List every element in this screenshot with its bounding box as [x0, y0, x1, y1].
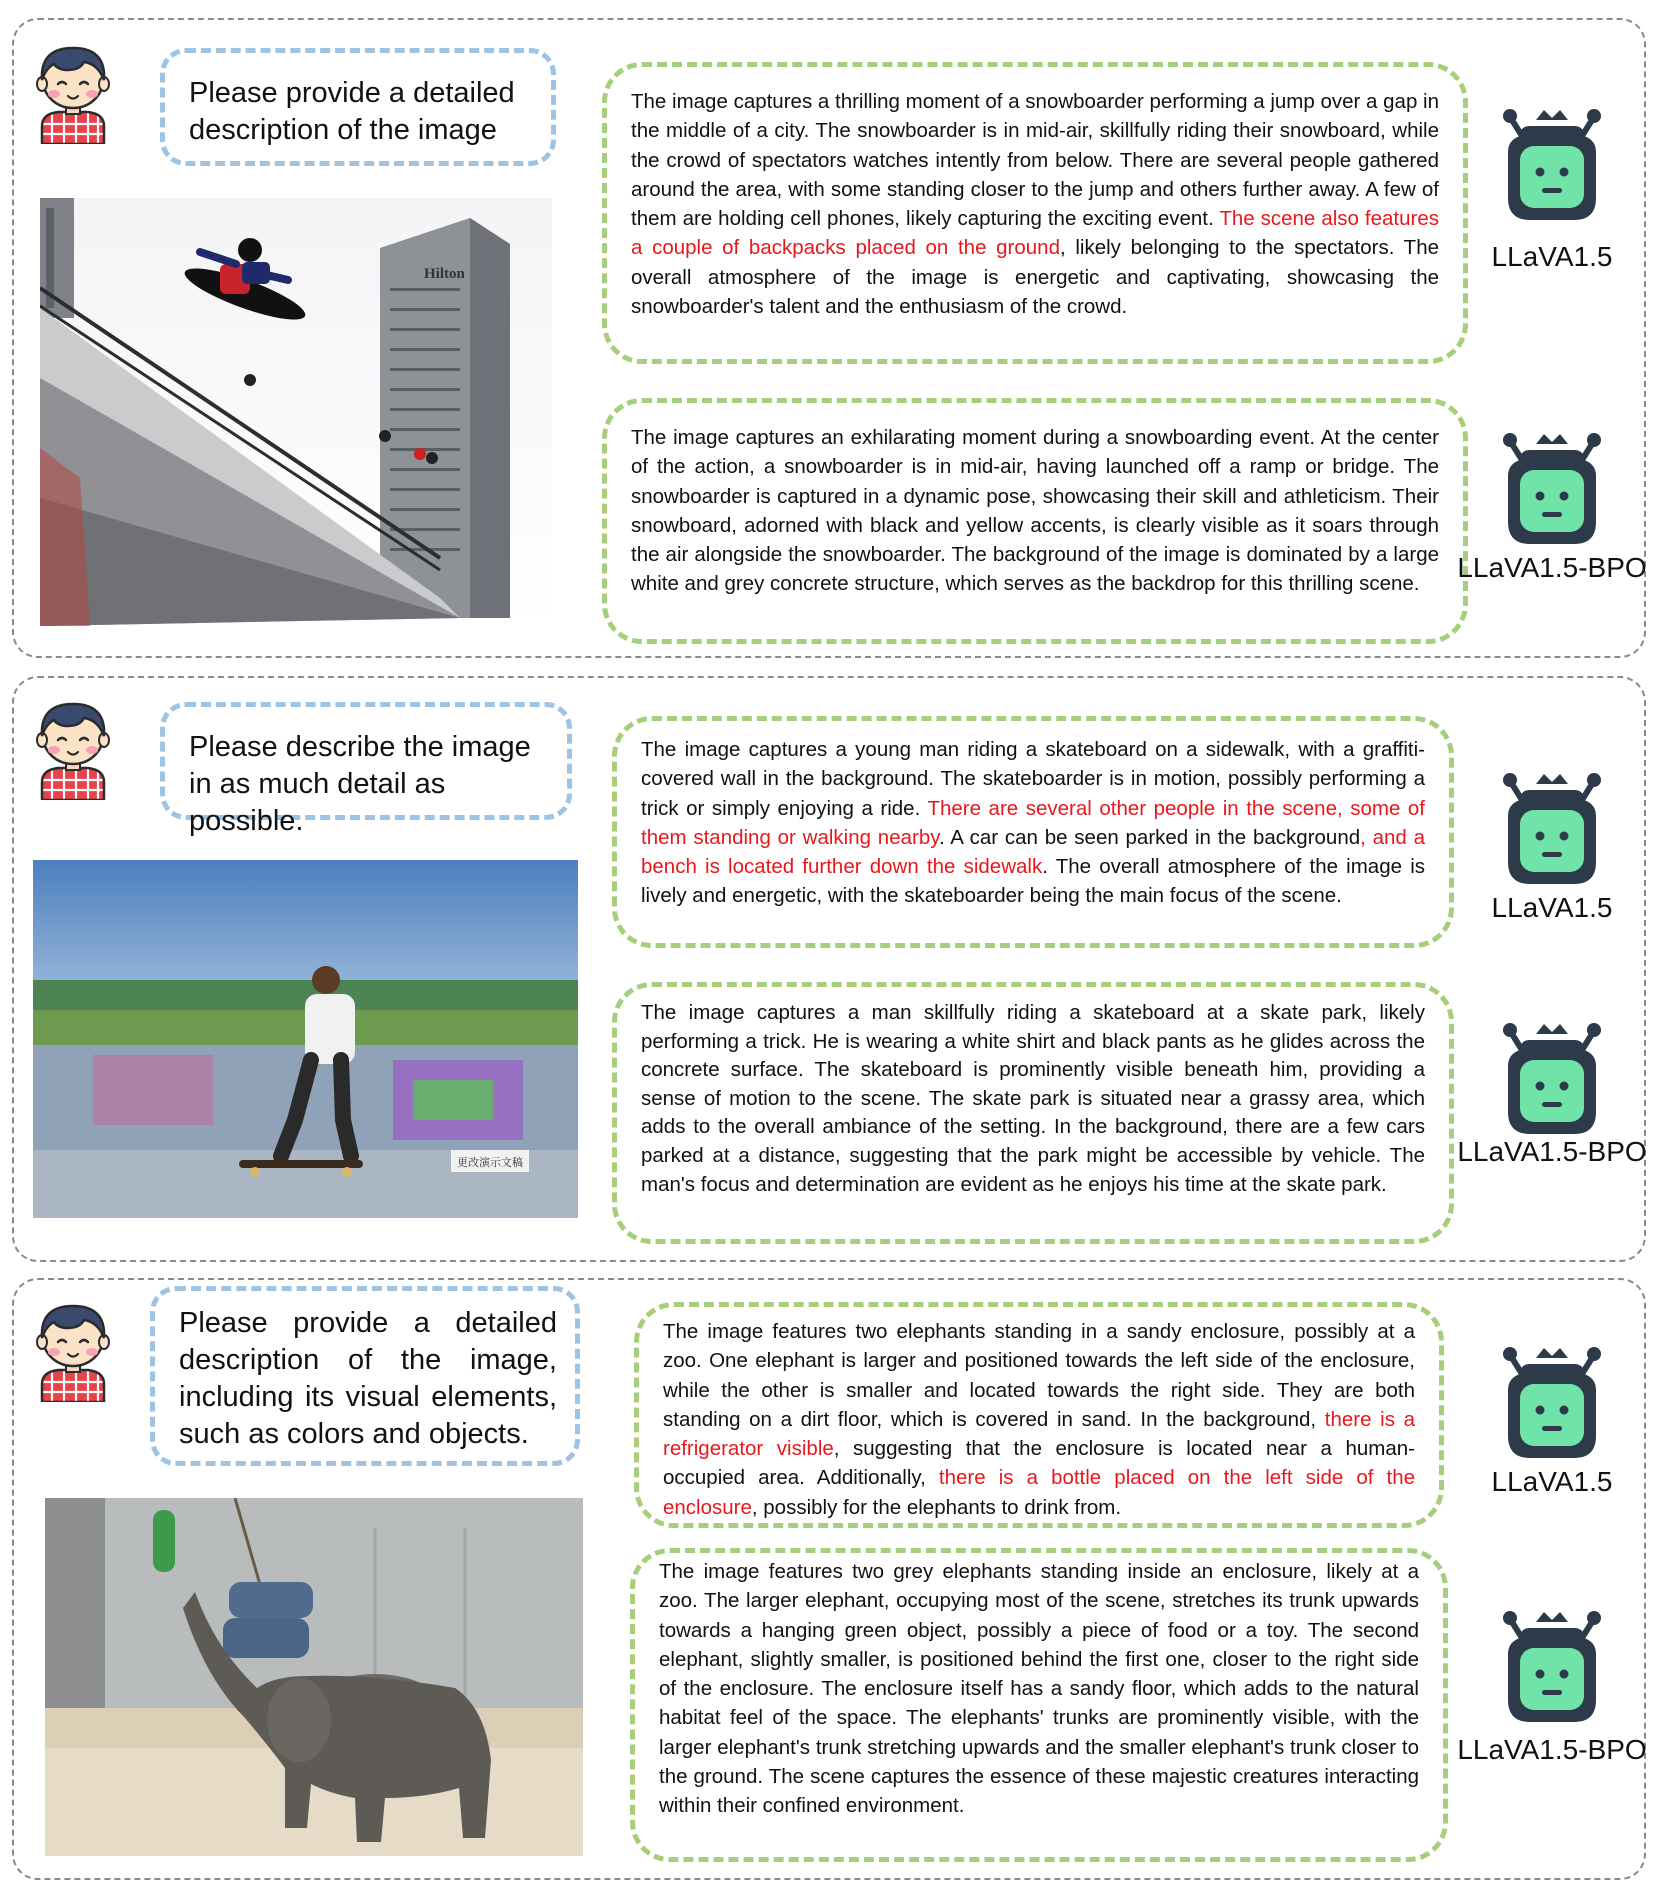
- hallucinated-segment: there is a bottle placed on the left side of the enclosure: [663, 1466, 1415, 1519]
- response-segment: The image captures a thrilling moment of a snowboarder performing a jump over a gap in the middle of a city. The snowboarder is in mid-air, skillfully riding their snowboard, while the crowd of spectators watches intently from below. There are several people gathered around the area, with some standing closer to the jump and others further away. A few of them are holding cell phones, likely capturing the exciting event.: [631, 90, 1439, 231]
- model-label: LLaVA1.5: [1491, 241, 1613, 272]
- user-avatar-icon: [28, 40, 118, 144]
- elephants-photo: [45, 1498, 583, 1856]
- robot-icon: [1498, 96, 1606, 228]
- user-prompt-bubble: [150, 1286, 580, 1466]
- response-segment: The image features two grey elephants standing inside an enclosure, likely at a zoo. The larger elephant, occupying most of the scene, stretches its trunk upwards towards a hanging green object, possibly a piece of food or a toy. The second elephant, slightly smaller, is positioned behind the first one, closer to the right side of the enclosure. The enclosure itself has a sandy floor, which adds to the natural habitat feel of the space. The elephants' trunks are prominently visible, with the larger elephant's trunk stretching upwards and the smaller elephant's trunk closer to the ground. The scene captures the essence of these majestic creatures interacting within their confined environment.: [659, 1560, 1419, 1818]
- llava15-response: [602, 62, 1468, 364]
- snowboarder-photo: [40, 198, 552, 626]
- response-segment: The image captures an exhilarating moment during a snowboarding event. At the center of the action, a snowboarder is in mid-air, having launched off a ramp or bridge. The snowboarder is captured in a dynamic pose, showcasing their skill and athleticism. Their snowboard, adorned with black and yellow accents, is clearly visible as it soars through the air alongside the snowboarder. The background of the image is dominated by a large white and grey concrete structure, which serves as the backdrop for this thrilling scene.: [631, 426, 1439, 596]
- user-prompt-bubble: [160, 702, 572, 837]
- user-prompt-bubble: [160, 48, 556, 166]
- image-watermark: 更改演示文稿: [457, 1156, 523, 1169]
- svg-text:Hilton: Hilton: [424, 266, 465, 282]
- llava15-response: [612, 716, 1454, 948]
- user-prompt-text: Please describe the image in as much detail as possible.: [189, 731, 531, 837]
- robot-icon: [1498, 1010, 1606, 1142]
- response-text: [663, 1317, 1415, 1522]
- hallucinated-segment: , and a bench is located further down the sidewalk: [641, 825, 1425, 879]
- model-label: LLaVA1.5: [1491, 1466, 1613, 1497]
- response-segment: , likely belonging to the spectators. The overall atmosphere of the image is energetic and captivating, showcasing the snowboarder's talent and the enthusiasm of the crowd.: [631, 236, 1440, 319]
- user-avatar-icon: [28, 696, 118, 800]
- model-label: LLaVA1.5: [1491, 892, 1613, 923]
- llava15-bpo-response: [612, 982, 1454, 1244]
- response-segment: The image captures a man skillfully riding a skateboard at a skate park, likely performing a trick. He is wearing a white shirt and black pants as he glides across the concrete surface. The skateboard is prominently visible beneath him, providing a sense of motion to the scene. The skate park is situated near a grassy area, which adds to the overall ambiance of the setting. In the background, there are a few cars parked at a distance, suggesting that the park might be accessible by vehicle. The man's focus and determination are evident as he enjoys his time at the skate park.: [641, 1001, 1425, 1196]
- response-segment: The image features two elephants standing in a sandy enclosure, possibly at a zoo. One elephant is larger and positioned towards the left side of the enclosure, while the other is smaller and located towards the right side. They are both standing on a dirt floor, which is covered in sand. In the background,: [663, 1320, 1415, 1431]
- llava15-bpo-response: [630, 1548, 1448, 1862]
- response-text: [641, 999, 1425, 1199]
- response-segment: , possibly for the elephants to drink from.: [751, 1495, 1122, 1519]
- user-prompt-text: Please provide a detailed description of the image, including its visual elements, such as colors and objects.: [179, 1307, 557, 1450]
- response-segment: , suggesting that the enclosure is located near a human-occupied area. Additionally,: [663, 1437, 1415, 1490]
- response-text: [631, 423, 1439, 599]
- hallucinated-segment: There are several other people in the scene, some of them standing or walking nearby: [641, 796, 1426, 849]
- llava15-response: [634, 1302, 1444, 1528]
- response-segment: . The overall atmosphere of the image is lively and energetic, with the skateboarder being the main focus of the scene.: [641, 855, 1425, 908]
- robot-icon: [1498, 420, 1606, 552]
- robot-icon: [1498, 760, 1606, 892]
- user-prompt-text: Please provide a detailed description of the image: [189, 77, 515, 146]
- response-segment: The image captures a young man riding a skateboard on a sidewalk, with a graffiti-covered wall in the background. The skateboarder is in motion, possibly performing a trick or simply enjoying a ride.: [641, 738, 1425, 820]
- response-text: [631, 87, 1439, 321]
- model-label: LLaVA1.5-BPO: [1457, 552, 1647, 583]
- response-segment: . A car can be seen parked in the background: [938, 825, 1361, 849]
- robot-icon: [1498, 1598, 1606, 1730]
- hallucinated-segment: there is a refrigerator visible: [663, 1407, 1415, 1461]
- response-text: [659, 1557, 1419, 1821]
- model-label: LLaVA1.5-BPO: [1457, 1734, 1647, 1765]
- response-text: [641, 735, 1425, 911]
- robot-icon: [1498, 1334, 1606, 1466]
- skateboarder-photo: [33, 860, 578, 1218]
- hallucinated-segment: The scene also features a couple of backpacks placed on the ground: [631, 207, 1439, 260]
- llava15-bpo-response: [602, 398, 1468, 644]
- model-label: LLaVA1.5-BPO: [1457, 1136, 1647, 1167]
- user-avatar-icon: [28, 1298, 118, 1402]
